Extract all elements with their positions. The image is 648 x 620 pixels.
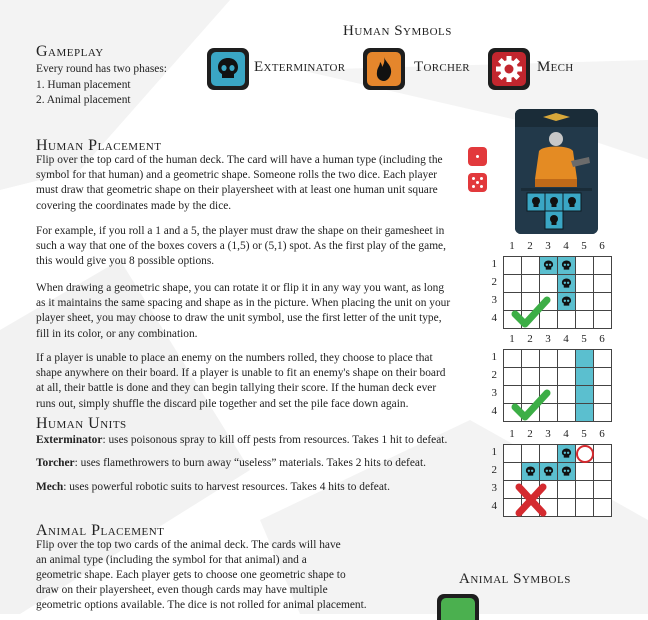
mech-symbol [488,48,530,90]
grid-cell [539,274,558,293]
gameplay-title: Gameplay [36,43,104,60]
grid-column-number: 5 [581,428,587,440]
flame-icon [367,52,401,86]
grid-cell [557,444,576,463]
grid-cell [521,367,540,386]
grid-cell [557,310,576,329]
grid-cell [575,367,594,386]
die-five [468,173,487,192]
grid-cell [575,349,594,368]
grid-column-number: 5 [581,240,587,252]
animal-placement-line-3: geometric shape. Each player gets to choose one geometric shape to [36,569,346,581]
grid-cell [593,403,612,422]
grid-column-number: 2 [527,240,533,252]
animal-symbols-title: Animal Symbols [459,571,571,587]
grid-column-number: 4 [563,428,569,440]
mech-description: Mech: uses powerful robotic suits to harvest resources. Takes 4 hits to defeat. [36,481,390,493]
grid-cell [503,274,522,293]
grid-column-number: 3 [545,428,551,440]
checkmark-icon [511,294,551,330]
grid-cell [521,274,540,293]
grid-cell [575,480,594,499]
grid-cell [575,498,594,517]
skull-icon [561,260,572,271]
grid-column-number: 2 [527,333,533,345]
skull-icon [543,260,554,271]
skull-icon [211,52,245,86]
grid-cell [557,292,576,311]
grid-cell [521,444,540,463]
grid-row-number: 2 [491,276,497,288]
grid-cell [593,480,612,499]
animal-placement-line-1: Flip over the top two cards of the animal deck. The cards will have [36,539,341,551]
grid-cell [557,349,576,368]
exterminator-card-art [515,109,598,234]
skull-icon [561,466,572,477]
die-one [468,147,487,166]
grid-row-number: 2 [491,369,497,381]
mech-name: Mech [36,481,64,493]
grid-row-number: 4 [491,405,497,417]
human-units-title: Human Units [36,415,127,432]
gear-icon [492,52,526,86]
grid-row-number: 3 [491,294,497,306]
grid-cell [593,444,612,463]
grid-cell [593,256,612,275]
grid-cell [593,292,612,311]
grid-cell [539,367,558,386]
grid-row-number: 3 [491,387,497,399]
grid-cell [557,498,576,517]
human-placement-paragraph-4: If a player is unable to place an enemy on the numbers rolled, they choose to place that shape anywhere on their board. If a player is unable to fit an enemy's shape on their board at all, their battle is done and they can begin tallying their score. If the human deck ever runs out, simply shuffle the discard pile together and set the pile face down again. [36,352,446,410]
grid-cell [575,274,594,293]
grid-cell [593,498,612,517]
grid-row-number: 4 [491,312,497,324]
grid-column-number: 6 [599,333,605,345]
grid-cell [503,349,522,368]
grid-cell [575,462,594,481]
grid-cell [521,462,540,481]
mech-label: Mech [537,59,574,75]
grid-cell [593,274,612,293]
grid-cell [557,385,576,404]
grid-cell [557,403,576,422]
grid-cell [575,256,594,275]
grid-row-number: 3 [491,482,497,494]
grid-cell [503,444,522,463]
grid-column-number: 4 [563,240,569,252]
gameplay-phase-1: 1. Human placement [36,79,131,91]
grid-cell [539,349,558,368]
grid-cell [521,349,540,368]
target-circle-icon [576,445,594,463]
human-placement-paragraph-3: When drawing a geometric shape, you can rotate it or flip it in any way you want, as long as it maintains the same spacing and shape as in the picture. When placing the unit on your player sheet, you may choose to draw the unit symbol, use the first letter of the unit type, fill in its color, or any combination. [36,282,451,340]
cross-icon [511,482,551,518]
human-symbols-title: Human Symbols [343,23,452,39]
skull-icon [543,466,554,477]
grid-column-number: 1 [509,240,515,252]
grid-cell [539,462,558,481]
grid-row-number: 4 [491,500,497,512]
grid-cell [503,367,522,386]
exterminator-label: Exterminator [254,59,346,75]
grid-column-number: 2 [527,428,533,440]
human-card [515,109,598,234]
grid-cell [521,256,540,275]
grid-cell [575,385,594,404]
human-placement-paragraph-1: Flip over the top card of the human deck. The card will have a human type (including the symbol for that human) and a geometric shape. Someone rolls the two dice. Each player must draw that geometric shape on their playersheet with at least one human unit square covering the coordinates made by the dice. [36,154,443,212]
checkmark-icon [511,387,551,423]
animal-placement-title: Animal Placement [36,522,165,539]
example-grid-valid-2 [485,333,615,423]
gameplay-phases-intro: Every round has two phases: [36,63,167,75]
human-placement-paragraph-2: For example, if you roll a 1 and a 5, the player must draw the shape on their gamesheet in such a way that one of the boxes covers a (1,5) or (5,1) spot. As the first play of the game, this would give you 8 possible options. [36,225,446,268]
grid-column-number: 1 [509,428,515,440]
animal-placement-line-4: draw on their playersheet, even though cards may have multiple [36,584,328,596]
grid-cell [593,349,612,368]
grid-column-number: 3 [545,333,551,345]
skull-icon [561,448,572,459]
human-placement-title: Human Placement [36,137,162,154]
grid-cell [557,256,576,275]
grid-column-number: 4 [563,333,569,345]
grid-row-number: 1 [491,258,497,270]
grid-cell [539,256,558,275]
grid-column-number: 5 [581,333,587,345]
grid-cell [557,367,576,386]
grid-column-number: 1 [509,333,515,345]
grid-row-number: 2 [491,464,497,476]
skull-icon [525,466,536,477]
grid-cell [575,403,594,422]
torcher-description: Torcher: uses flamethrowers to burn away “useless” materials. Takes 2 hits to defeat. [36,457,426,469]
grid-cell [593,367,612,386]
animal-symbol-partial [437,594,479,620]
exterminator-description: Exterminator: uses poisonous spray to kill off pests from resources. Takes 1 hit to defeat. [36,434,448,446]
grid-cell [557,462,576,481]
grid-cell [593,462,612,481]
grid-column-number: 6 [599,428,605,440]
gameplay-phase-2: 2. Animal placement [36,94,131,106]
exterminator-symbol [207,48,249,90]
grid-row-number: 1 [491,446,497,458]
grid-cell [593,385,612,404]
grid-cell [557,480,576,499]
torcher-symbol [363,48,405,90]
grid-cell [575,310,594,329]
example-grid-invalid [485,428,615,518]
torcher-name: Torcher [36,457,75,469]
grid-cell [503,256,522,275]
exterminator-name: Exterminator [36,434,103,446]
grid-cell [557,274,576,293]
grid-column-number: 3 [545,240,551,252]
skull-icon [561,278,572,289]
torcher-label: Torcher [414,59,470,75]
grid-cell [539,444,558,463]
grid-column-number: 6 [599,240,605,252]
grid-row-number: 1 [491,351,497,363]
grid-cell [503,462,522,481]
animal-placement-line-2: an animal type (including the symbol for that animal) and a [36,554,307,566]
animal-placement-line-5: geometric options available. The dice is not rolled for animal placement. [36,599,367,611]
grid-cell [593,310,612,329]
example-grid-valid-1 [485,240,615,330]
skull-icon [561,296,572,307]
grid-cell [575,292,594,311]
